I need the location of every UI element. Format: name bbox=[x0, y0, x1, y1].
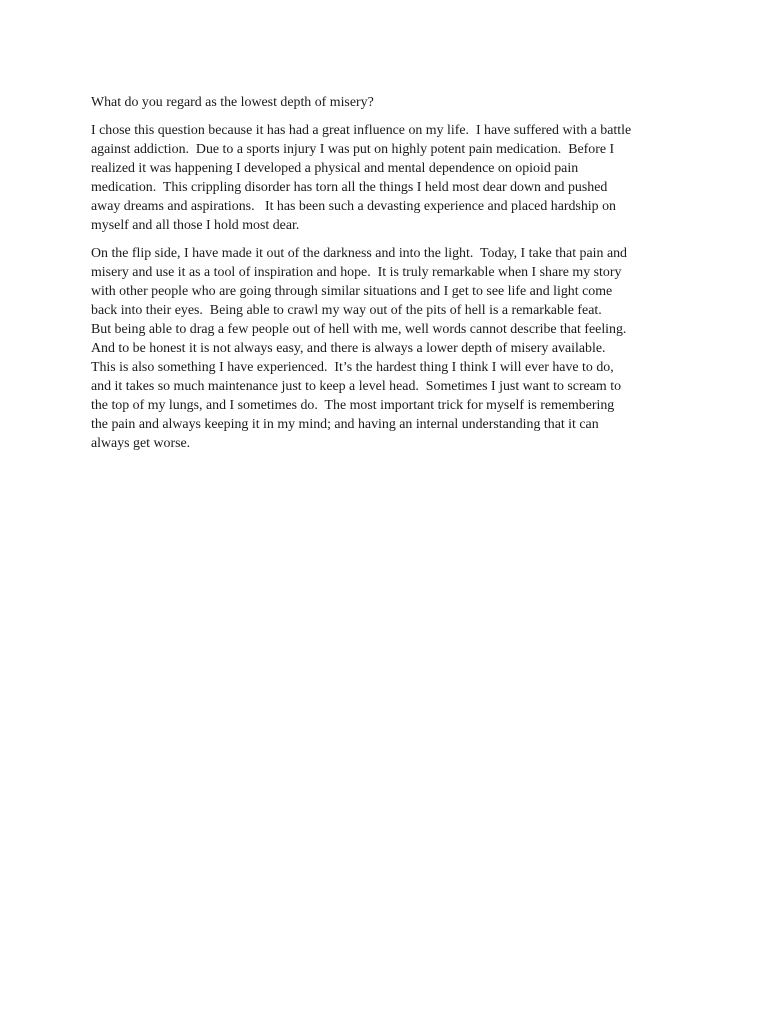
text-line: always get worse. bbox=[91, 436, 191, 451]
text-line: away dreams and aspirations. It has been such a devasting experience and placed hardship on bbox=[91, 199, 616, 214]
text-line: and it takes so much maintenance just to keep a level head. Sometimes I just want to scream to bbox=[91, 379, 622, 394]
text-line: I chose this question because it has had a great influence on my life. I have suffered with a battle bbox=[91, 123, 632, 138]
text-line: the pain and always keeping it in my mind; and having an internal understanding that it can bbox=[91, 417, 599, 432]
text-line: realized it was happening I developed a physical and mental dependence on opioid pain bbox=[91, 161, 579, 176]
text-line: against addiction. Due to a sports injury I was put on highly potent pain medication. Before I bbox=[91, 142, 615, 157]
paragraph-2 bbox=[91, 244, 706, 453]
document-body bbox=[91, 93, 706, 462]
text-line: But being able to drag a few people out of hell with me, well words cannot describe that feeling. bbox=[91, 322, 627, 337]
text-line: And to be honest it is not always easy, and there is always a lower depth of misery available. bbox=[91, 341, 606, 356]
essay-question: What do you regard as the lowest depth of misery? bbox=[91, 95, 374, 110]
text-line: misery and use it as a tool of inspiration and hope. It is truly remarkable when I share my story bbox=[91, 265, 622, 280]
text-line: with other people who are going through similar situations and I get to see life and light come bbox=[91, 284, 613, 299]
text-line: This is also something I have experienced. It’s the hardest thing I think I will ever have to do, bbox=[91, 360, 614, 375]
text-line: On the flip side, I have made it out of the darkness and into the light. Today, I take that pain and bbox=[91, 246, 627, 261]
text-line: back into their eyes. Being able to crawl my way out of the pits of hell is a remarkable feat. bbox=[91, 303, 602, 318]
text-line: myself and all those I hold most dear. bbox=[91, 218, 300, 233]
text-line: the top of my lungs, and I sometimes do. The most important trick for myself is remembering bbox=[91, 398, 615, 413]
paragraph-1 bbox=[91, 121, 706, 235]
text-line: medication. This crippling disorder has torn all the things I held most dear down and pushed bbox=[91, 180, 608, 195]
